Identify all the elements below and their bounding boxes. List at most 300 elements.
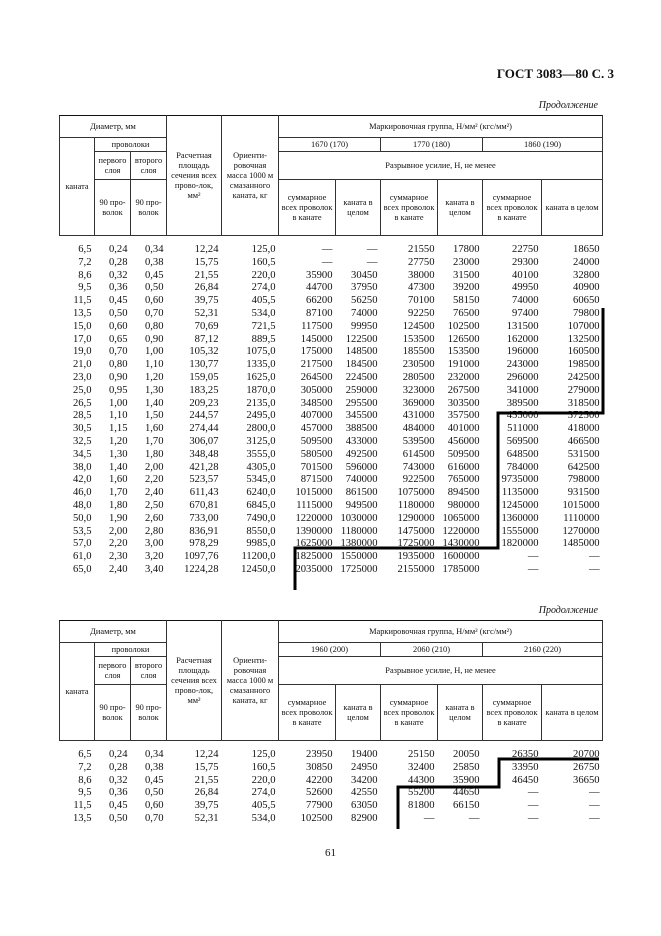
table-cell: 0,24 — [108, 244, 128, 255]
table-cell: 9,5 — [78, 787, 92, 799]
table-cell: 12,24 — [194, 244, 219, 255]
table-cell: 3,00 — [144, 538, 164, 550]
table-cell: 25,0 — [72, 384, 92, 396]
table-cell: 2,00 — [144, 461, 164, 473]
table-cell: 466500 — [567, 435, 600, 447]
table-cell: — — [468, 812, 480, 824]
table-cell: 345500 — [345, 410, 378, 422]
table-row — [60, 346, 603, 359]
table-cell: 11,5 — [73, 295, 92, 307]
table-cell: 369000 — [402, 397, 435, 409]
table-cell: 220,0 — [251, 774, 276, 786]
table-cell: 160,5 — [251, 256, 276, 268]
table-cell: 34200 — [351, 774, 378, 786]
first-layer-header: первого слоя — [95, 657, 131, 685]
table-cell: 670,81 — [189, 499, 219, 511]
table-cell: 159,05 — [189, 371, 219, 383]
table-row — [60, 500, 603, 513]
table-cell: 1,10 — [144, 359, 164, 371]
table-cell: 8,6 — [78, 269, 92, 281]
second-layer-wires: 90 про-волок — [131, 685, 167, 741]
table-cell: 42,0 — [72, 474, 92, 486]
table-cell: 784000 — [506, 461, 539, 473]
table-cell: 3,20 — [144, 551, 164, 563]
table-cell: 1,20 — [144, 371, 164, 383]
table-cell: 25850 — [453, 761, 480, 773]
table-cell: 1,40 — [144, 397, 164, 409]
table-cell: 117500 — [301, 320, 333, 332]
table-row — [60, 385, 603, 398]
table-cell: 162000 — [506, 333, 539, 345]
rope-whole-header: каната в целом — [438, 685, 483, 741]
table-cell: 580500 — [300, 448, 333, 460]
table-cell: 721,5 — [251, 320, 276, 332]
table-cell: 23,0 — [72, 371, 92, 383]
rope-whole-header: каната в целом — [336, 180, 381, 236]
sum-wires-header: суммарное всех проволок в канате — [381, 685, 438, 741]
table-cell: 196000 — [506, 346, 539, 358]
table-cell: 130,77 — [189, 359, 219, 371]
sum-wires-header: суммарное всех проволок в канате — [279, 685, 336, 741]
table-cell: 23000 — [453, 256, 480, 268]
grade-1670: 1670 (170) — [279, 138, 381, 152]
table-cell: 52600 — [306, 787, 333, 799]
table-cell: 418000 — [567, 423, 600, 435]
table-row — [60, 538, 603, 551]
table-cell: 259000 — [345, 384, 378, 396]
second-layer-wires: 90 про-волок — [131, 180, 167, 236]
sum-wires-header: суммарное всех проволок в канате — [483, 685, 542, 741]
table-cell: 1,30 — [108, 448, 128, 460]
table-row — [60, 236, 603, 257]
table-cell: 132500 — [567, 333, 600, 345]
table-cell: 305000 — [300, 384, 333, 396]
table-cell: 0,50 — [108, 307, 128, 319]
table-cell: 871500 — [300, 474, 333, 486]
table-cell: 9735000 — [501, 474, 539, 486]
table-cell: 348,48 — [189, 448, 219, 460]
table-cell: 511000 — [507, 423, 539, 435]
table-cell: 1785000 — [442, 563, 480, 575]
table-cell: 1550000 — [340, 551, 378, 563]
table-cell: 29300 — [512, 256, 539, 268]
table-cell: 17800 — [453, 244, 480, 255]
table-cell: 0,45 — [108, 800, 128, 812]
table-cell: 11200,0 — [241, 551, 276, 563]
table-1-body — [60, 236, 603, 577]
table-cell: 6,5 — [78, 244, 92, 255]
table-cell: 1,60 — [108, 474, 128, 486]
table-cell: 13,5 — [72, 812, 92, 824]
table-cell: 21,55 — [194, 269, 219, 281]
table-cell: 50,0 — [72, 512, 92, 524]
table-cell: 39,75 — [194, 295, 219, 307]
table-cell: 1485000 — [562, 538, 600, 550]
table-cell: 15,0 — [72, 320, 92, 332]
table-2 — [59, 620, 602, 826]
grade-header: Маркировочная группа, Н/мм² (кгс/мм²) — [279, 116, 603, 138]
table-cell: 44700 — [306, 282, 333, 294]
table-cell: 7,2 — [78, 761, 92, 773]
second-layer-header: второго слоя — [131, 657, 167, 685]
table-cell: 22750 — [512, 244, 539, 255]
table-cell: 303500 — [447, 397, 480, 409]
table-cell: 2,20 — [144, 474, 164, 486]
table-cell: 3555,0 — [246, 448, 276, 460]
table-cell: 2495,0 — [246, 410, 276, 422]
table-cell: 484000 — [402, 423, 435, 435]
table-cell: 7,2 — [78, 256, 92, 268]
table-cell: 0,80 — [108, 359, 128, 371]
table-cell: 58150 — [453, 295, 480, 307]
table-cell: 0,32 — [108, 774, 128, 786]
table-cell: 1600000 — [442, 551, 480, 563]
table-cell: 0,50 — [144, 787, 164, 799]
table-cell: 25150 — [408, 749, 435, 760]
table-cell: 65,0 — [72, 563, 92, 575]
table-cell: 2135,0 — [246, 397, 276, 409]
table-cell: 372500 — [567, 410, 600, 422]
table-cell: 264500 — [300, 371, 333, 383]
table-cell: 232000 — [447, 371, 480, 383]
table-cell: 40100 — [512, 269, 539, 281]
table-cell: 295500 — [345, 397, 378, 409]
table-cell: 32800 — [573, 269, 600, 281]
table-cell: 1065000 — [442, 512, 480, 524]
table-cell: 405,5 — [251, 295, 276, 307]
table-cell: 77900 — [306, 800, 333, 812]
table-cell: 1390000 — [295, 525, 333, 537]
table-cell: — — [527, 812, 539, 824]
table-cell: 34,5 — [72, 448, 92, 460]
table-cell: 2,60 — [144, 512, 164, 524]
table-cell: 220,0 — [251, 269, 276, 281]
table-cell: 81800 — [408, 800, 435, 812]
table-cell: — — [588, 800, 600, 812]
table-cell: 2,20 — [108, 538, 128, 550]
table-cell: 35900 — [306, 269, 333, 281]
table-row — [60, 564, 603, 577]
table-cell: 1135000 — [501, 487, 539, 499]
table-cell: 978,29 — [189, 538, 219, 550]
table-cell: 42200 — [306, 774, 333, 786]
table-cell: — — [423, 812, 435, 824]
table-row — [60, 551, 603, 564]
table-cell: 1,80 — [144, 448, 164, 460]
table-cell: 0,34 — [144, 244, 164, 255]
table-cell: 185500 — [402, 346, 435, 358]
table-cell: 348500 — [300, 397, 333, 409]
table-cell: 2,00 — [108, 525, 128, 537]
table-cell: 274,44 — [189, 423, 219, 435]
table-cell: 74000 — [512, 295, 539, 307]
table-cell: 70100 — [408, 295, 435, 307]
first-layer-wires: 90 про-волок — [95, 685, 131, 741]
table-cell: 70,69 — [194, 320, 219, 332]
grade-2060: 2060 (210) — [381, 643, 483, 657]
table-cell: 1290000 — [397, 512, 435, 524]
table-cell: 230500 — [402, 359, 435, 371]
table-cell: 279000 — [567, 384, 600, 396]
table-cell: 19400 — [351, 749, 378, 760]
table-cell: 46450 — [512, 774, 539, 786]
table-cell: 35900 — [453, 774, 480, 786]
table-cell: 30,5 — [72, 423, 92, 435]
table-cell: 1360000 — [501, 512, 539, 524]
table-cell: 0,60 — [144, 295, 164, 307]
table-cell: 102500 — [447, 320, 480, 332]
table-cell: — — [527, 551, 539, 563]
table-cell: 153500 — [447, 346, 480, 358]
table-cell: 153500 — [402, 333, 435, 345]
table-cell: 2035000 — [295, 563, 333, 575]
table-cell: 1,00 — [144, 346, 164, 358]
table-cell: — — [366, 244, 378, 255]
table-cell: 0,24 — [108, 749, 128, 760]
table-cell: 20700 — [573, 749, 600, 760]
table-cell: 160,5 — [251, 761, 276, 773]
table-cell: 32400 — [408, 761, 435, 773]
table-cell: 30850 — [306, 761, 333, 773]
table-cell: 0,36 — [108, 282, 128, 294]
table-cell: 1,00 — [108, 397, 128, 409]
grade-1770: 1770 (180) — [381, 138, 483, 152]
table-cell: 21,55 — [194, 774, 219, 786]
table-cell: 1,80 — [108, 499, 128, 511]
table-row — [60, 462, 603, 475]
table-cell: 49950 — [512, 282, 539, 294]
table-cell: 26750 — [573, 761, 600, 773]
table-cell: 26350 — [512, 749, 539, 760]
table-cell: 1,15 — [108, 423, 128, 435]
table-cell: 82900 — [351, 812, 378, 824]
table-cell: — — [321, 244, 333, 255]
table-cell: — — [527, 800, 539, 812]
table-cell: 1555000 — [501, 525, 539, 537]
table-cell: 539500 — [402, 435, 435, 447]
table-cell: 57,0 — [72, 538, 92, 550]
table-cell: 15,75 — [194, 256, 219, 268]
table-cell: 99950 — [351, 320, 378, 332]
table-cell: 922500 — [402, 474, 435, 486]
table-cell: 47300 — [408, 282, 435, 294]
table-row — [60, 762, 603, 775]
table-cell: 131500 — [506, 320, 539, 332]
table-row — [60, 800, 603, 813]
table-cell: 1,50 — [144, 410, 164, 422]
table-cell: 1015000 — [562, 499, 600, 511]
table-cell: 5345,0 — [246, 474, 276, 486]
table-cell: 6845,0 — [246, 499, 276, 511]
rope-diameter-header: каната — [60, 643, 95, 741]
table-cell: 0,28 — [108, 761, 128, 773]
table-cell: 534,0 — [251, 812, 276, 824]
table-cell: 531500 — [567, 448, 600, 460]
wires-header: проволоки — [95, 138, 167, 152]
table-cell: 9985,0 — [246, 538, 276, 550]
table-cell: 949500 — [345, 499, 378, 511]
table-cell: 79800 — [573, 307, 600, 319]
grade-1860: 1860 (190) — [483, 138, 603, 152]
table-cell: 184500 — [345, 359, 378, 371]
table-cell: 209,23 — [189, 397, 219, 409]
table-cell: 456000 — [447, 435, 480, 447]
table-cell: 1075000 — [397, 487, 435, 499]
table-cell: 33950 — [512, 761, 539, 773]
table-cell: — — [366, 256, 378, 268]
table-cell: 243000 — [506, 359, 539, 371]
table-cell: 1180000 — [397, 499, 435, 511]
rope-whole-header: каната в целом — [336, 685, 381, 741]
table-cell: 0,38 — [144, 761, 164, 773]
breaking-force-header: Разрывное усилие, Н, не менее — [279, 657, 603, 685]
table-cell: 0,90 — [144, 333, 164, 345]
table-cell: 765000 — [447, 474, 480, 486]
table-cell: 55200 — [408, 787, 435, 799]
table-cell: 1625,0 — [246, 371, 276, 383]
table-cell: 743000 — [402, 461, 435, 473]
rope-diameter-header: каната — [60, 138, 95, 236]
table-row — [60, 526, 603, 539]
table-cell: 124500 — [402, 320, 435, 332]
table-row — [60, 282, 603, 295]
table-cell: 24950 — [351, 761, 378, 773]
table-cell: 0,65 — [108, 333, 128, 345]
table-1 — [59, 115, 602, 577]
table-cell: 7490,0 — [246, 512, 276, 524]
table-cell: 44300 — [408, 774, 435, 786]
continuation-label-1: Продолжение — [538, 100, 598, 111]
table-row — [60, 741, 603, 762]
table-cell: 87100 — [306, 307, 333, 319]
table-cell: 198500 — [567, 359, 600, 371]
table-cell: 0,80 — [144, 320, 164, 332]
area-header: Расчетная площадь сечения всех прово-лок, мм² — [167, 621, 222, 741]
table-cell: 3125,0 — [246, 435, 276, 447]
table-cell: 61,0 — [72, 551, 92, 563]
table-cell: 42550 — [351, 787, 378, 799]
table-cell: 0,90 — [108, 371, 128, 383]
table-cell: 0,60 — [108, 320, 128, 332]
table-cell: 509500 — [300, 435, 333, 447]
table-cell: 894500 — [447, 487, 480, 499]
table-cell: 87,12 — [194, 333, 219, 345]
table-cell: 183,25 — [189, 384, 219, 396]
table-row — [60, 398, 603, 411]
table-cell: 37950 — [351, 282, 378, 294]
table-cell: 616000 — [447, 461, 480, 473]
table-cell: 175000 — [300, 346, 333, 358]
table-cell: 0,38 — [144, 256, 164, 268]
table-cell: 3,40 — [144, 563, 164, 575]
table-cell: 267500 — [447, 384, 480, 396]
table-cell: 861500 — [345, 487, 378, 499]
table-cell: 401000 — [447, 423, 480, 435]
table-cell: 53,5 — [72, 525, 92, 537]
table-cell: 1,70 — [144, 435, 164, 447]
table-cell: 66200 — [306, 295, 333, 307]
second-layer-header: второго слоя — [131, 152, 167, 180]
table-cell: 0,70 — [144, 307, 164, 319]
table-cell: 148500 — [345, 346, 378, 358]
table-cell: 38,0 — [72, 461, 92, 473]
table-cell: 0,50 — [144, 282, 164, 294]
breaking-force-header: Разрывное усилие, Н, не менее — [279, 152, 603, 180]
wires-header: проволоки — [95, 643, 167, 657]
table-cell: 1625000 — [295, 538, 333, 550]
grade-2160: 2160 (220) — [483, 643, 603, 657]
table-cell: — — [588, 787, 600, 799]
table-cell: 0,45 — [144, 774, 164, 786]
table-cell: 26,5 — [72, 397, 92, 409]
table-cell: 2155000 — [397, 563, 435, 575]
table-cell: — — [527, 563, 539, 575]
table-cell: 224500 — [345, 371, 378, 383]
table-cell: 509500 — [447, 448, 480, 460]
table-cell: 1115000 — [296, 499, 333, 511]
table-cell: 74000 — [351, 307, 378, 319]
document-header: ГОСТ 3083—80 С. 3 — [496, 66, 614, 81]
first-layer-wires: 90 про-волок — [95, 180, 131, 236]
grade-header: Маркировочная группа, Н/мм² (кгс/мм²) — [279, 621, 603, 643]
table-cell: 21550 — [408, 244, 435, 255]
table-cell: 60650 — [573, 295, 600, 307]
table-cell: 733,00 — [189, 512, 219, 524]
table-cell: 2,40 — [144, 487, 164, 499]
table-cell: 24000 — [573, 256, 600, 268]
table-cell: 8550,0 — [246, 525, 276, 537]
table-cell: 48,0 — [72, 499, 92, 511]
table-cell: — — [588, 563, 600, 575]
table-cell: 0,28 — [108, 256, 128, 268]
table-cell: 46,0 — [72, 487, 92, 499]
table-row — [60, 813, 603, 826]
table-cell: 20050 — [453, 749, 480, 760]
table-cell: 13,5 — [72, 307, 92, 319]
table-cell: 92250 — [408, 307, 435, 319]
table-cell: 2,80 — [144, 525, 164, 537]
table-cell: 318500 — [567, 397, 600, 409]
table-cell: 740000 — [345, 474, 378, 486]
table-row — [60, 436, 603, 449]
table-cell: 0,50 — [108, 812, 128, 824]
table-cell: 4305,0 — [246, 461, 276, 473]
table-cell: 1870,0 — [246, 384, 276, 396]
table-cell: 1015000 — [295, 487, 333, 499]
table-cell: 1,60 — [144, 423, 164, 435]
table-cell: 244,57 — [189, 410, 219, 422]
table-cell: 26,84 — [194, 787, 219, 799]
table-row — [60, 487, 603, 500]
table-cell: 405,5 — [251, 800, 276, 812]
table-cell: 125,0 — [251, 749, 276, 760]
table-cell: 2,50 — [144, 499, 164, 511]
sum-wires-header: суммарное всех проволок в канате — [279, 180, 336, 236]
table-cell: 18650 — [573, 244, 600, 255]
table-cell: 27750 — [408, 256, 435, 268]
table-row — [60, 334, 603, 347]
table-cell: 160500 — [567, 346, 600, 358]
table-cell: 1,90 — [108, 512, 128, 524]
table-row — [60, 513, 603, 526]
table-cell: 126500 — [447, 333, 480, 345]
table-cell: 1,20 — [108, 435, 128, 447]
table-cell: 1097,76 — [184, 551, 219, 563]
table-cell: 12,24 — [194, 749, 219, 760]
table-cell: 97400 — [512, 307, 539, 319]
table-cell: 8,6 — [78, 774, 92, 786]
table-cell: 30450 — [351, 269, 378, 281]
